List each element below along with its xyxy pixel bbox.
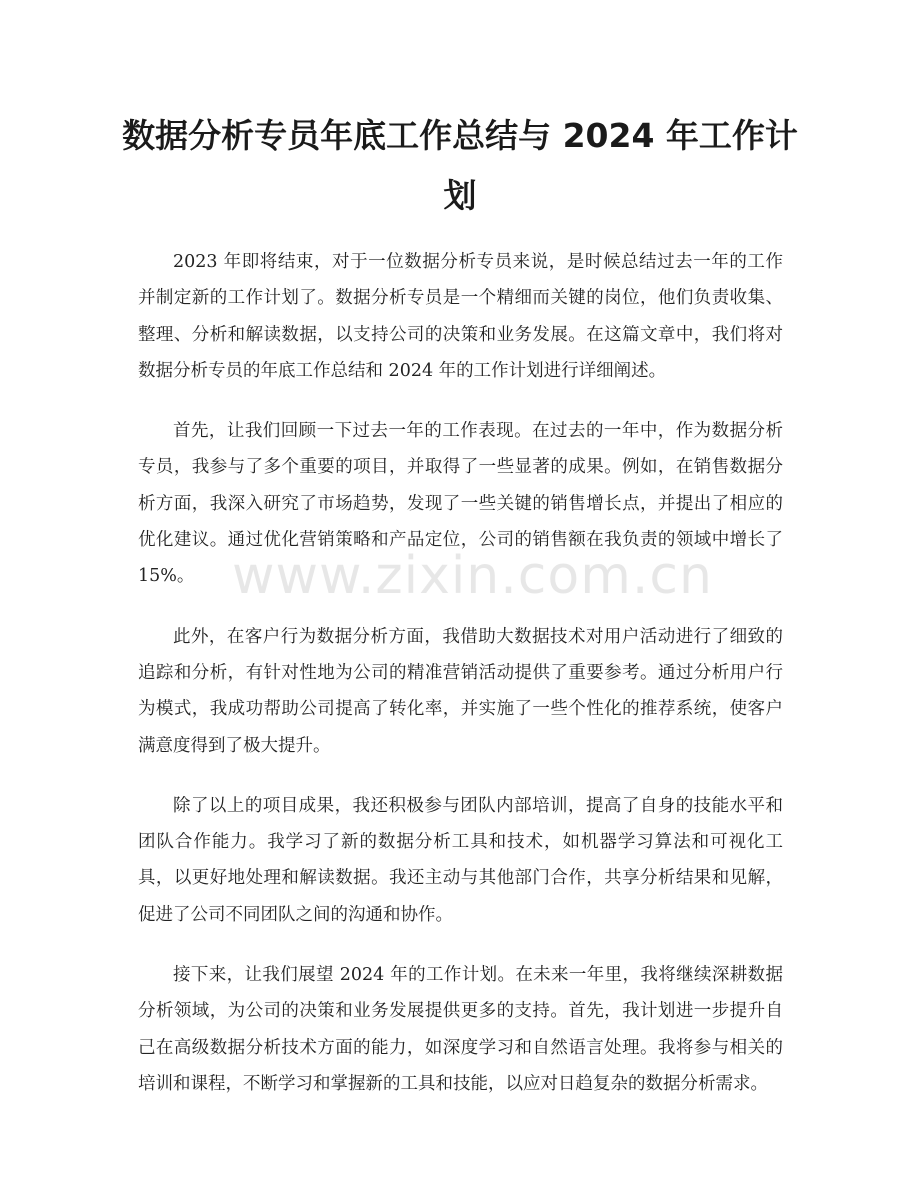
paragraph-4: 除了以上的项目成果，我还积极参与团队内部培训，提高了自身的技能水平和团队合作能力。我学习了新的数据分析工具和技术，如机器学习算法和可视化工具，以更好地处理和解读数据。我还主动与其他部门合作，共享分析结果和见解，促进了公司不同团队之间的沟通和协作。	[138, 795, 783, 925]
paragraph-2: 首先，让我们回顾一下过去一年的工作表现。在过去的一年中，作为数据分析专员，我参与了多个重要的项目，并取得了一些显著的成果。例如，在销售数据分析方面，我深入研究了市场趋势，发现了一些关键的销售增长点，并提出了相应的优化建议。通过优化营销策略和产品定位，公司的销售额在我负责的领域中增长了 15%。	[138, 421, 783, 587]
paragraph-3: 此外，在客户行为数据分析方面，我借助大数据技术对用户活动进行了细致的追踪和分析，有针对性地为公司的精准营销活动提供了重要参考。通过分析用户行为模式，我成功帮助公司提高了转化率，并实施了一些个性化的推荐系统，使客户满意度得到了极大提升。	[138, 626, 783, 756]
document-body	[138, 244, 783, 1126]
watermark: www.zixin.com.cn	[232, 546, 713, 606]
paragraph-5: 接下来，让我们展望 2024 年的工作计划。在未来一年里，我将继续深耕数据分析领域，为公司的决策和业务发展提供更多的支持。首先，我计划进一步提升自己在高级数据分析技术方面的能力，如深度学习和自然语言处理。我将参与相关的培训和课程，不断学习和掌握新的工具和技能，以应对日趋复杂的数据分析需求。	[138, 965, 783, 1094]
document-title: 数据分析专员年底工作总结与 2024 年工作计划	[122, 116, 798, 215]
paragraph-1: 2023 年即将结束，对于一位数据分析专员来说，是时候总结过去一年的工作并制定新的工作计划了。数据分析专员是一个精细而关键的岗位，他们负责收集、整理、分析和解读数据，以支持公司的决策和业务发展。在这篇文章中，我们将对数据分析专员的年底工作总结和 2024 年的工作计划进行详细阐述。	[138, 252, 783, 381]
